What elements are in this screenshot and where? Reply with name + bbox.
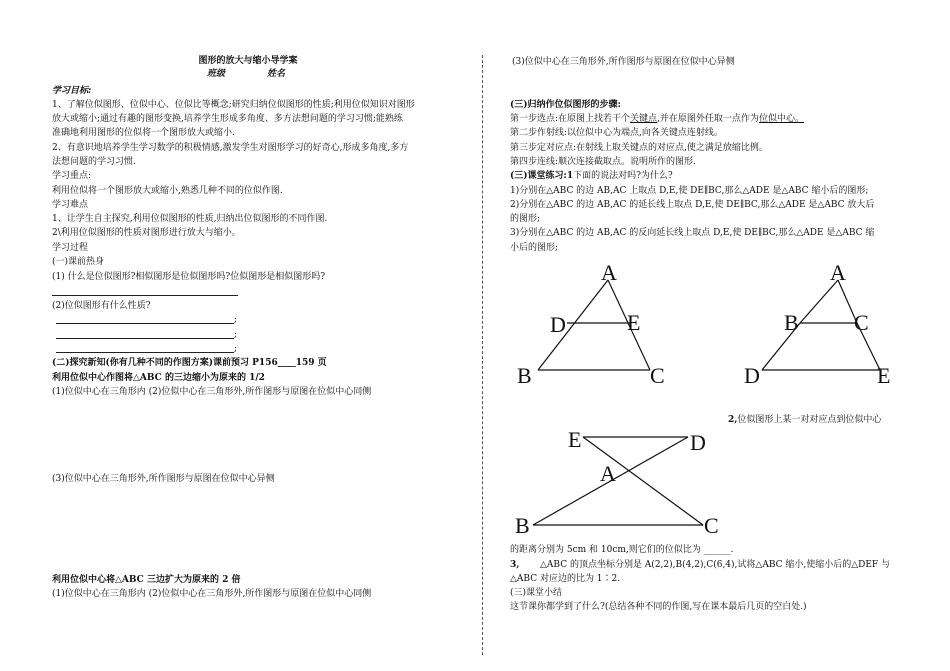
practice-3-line1: 3)分别在△ABC 的边 AB,AC 的反向延长线上取点 D,E,使 DE∥BC,那么△ADE 是△ABC 缩 (510, 228, 875, 238)
triangle-figure-1 (505, 258, 705, 388)
step1-center: 位似中心。 (758, 114, 804, 124)
step1-mid: ,并在原图外任取一点作为 (657, 114, 759, 124)
label-a: A (830, 260, 846, 285)
practice-3-line2: 小后的图形; (510, 243, 559, 253)
key-text: 利用位似将一个图形放大或缩小,熟悉几种不同的位似作图. (52, 186, 283, 196)
practice-1: 1)分别在△ABC 的边 AB,AC 上取点 D,E,使 DE∥BC,那么△ADE 是△ABC 缩小后的图形; (510, 186, 869, 196)
column-divider (482, 55, 483, 655)
step1 (510, 114, 804, 125)
answer-line (52, 295, 238, 296)
label-e: E (627, 310, 641, 335)
label-d: D (690, 430, 706, 455)
section2-heading: (二)探究新知(你有几种不同的作图方案)课前预习 P156____159 页 (52, 358, 327, 368)
key-heading: 学习重点: (52, 171, 92, 181)
enlarge-heading: 利用位似中心将△ABC 三边扩大为原来的 2 倍 (52, 575, 241, 585)
label-a: A (600, 461, 616, 486)
warmup-q1: (1) 什么是位似图形?相似图形是位似图形吗?位似图形是相似图形吗? (52, 272, 326, 282)
enlarge-items: (1)位似中心在三角形内 (2)位似中心在三角形外,所作图形与原图在位似中心同侧 (52, 589, 372, 599)
semicolon: ; (234, 330, 238, 340)
question2-number: 2, (728, 415, 738, 425)
segment-ab (538, 280, 608, 370)
question2 (728, 415, 881, 426)
steps-heading: (三)归纳作位似图形的步骤: (510, 100, 621, 110)
label-c: C (704, 513, 719, 538)
class-label: 班级 (207, 69, 226, 79)
label-a: A (601, 260, 617, 285)
label-d: D (744, 363, 760, 388)
question2-continued: 的距离分别为 5cm 和 10cm,则它们的位似比为 ______. (510, 545, 734, 555)
practice-2-line2: 的图形; (510, 214, 541, 224)
goal2-line2: 法想问题的学习习惯. (52, 157, 136, 167)
practice-2-line1: 2)分别在△ABC 的边 AB,AC 的延长线上取点 D,E,使 DE∥BC,那么△ADE 是△ABC 放大后 (510, 200, 875, 210)
right-item3: (3)位似中心在三角形外,所作图形与原图在位似中心异侧 (512, 57, 735, 67)
answer-line (56, 338, 234, 339)
question3-number: 3, (510, 560, 520, 570)
step4: 第四步连线:顺次连接截取点。说明所作的图形. (510, 157, 696, 167)
question3-line1: △ABC 的顶点坐标分别是 A(2,2),B(4,2),C(6,4),试将△ABC 缩小,使缩小后的△DEF 与 (540, 560, 891, 570)
shrink-items: (1)位似中心在三角形内 (2)位似中心在三角形外,所作图形与原图在位似中心同侧 (52, 387, 372, 397)
answer-line (56, 352, 234, 353)
semicolon: ; (234, 344, 238, 354)
goal1-line3: 准确地利用图形的位似将一个图形放大或缩小. (52, 128, 235, 138)
semicolon: ; (234, 315, 238, 325)
step3: 第三步定对应点:在射线上取关键点的对应点,使之满足放缩比例。 (510, 143, 768, 153)
warmup-heading: (一)课前热身 (52, 257, 105, 267)
practice-question: 下面的说法对吗?为什么? (573, 171, 673, 181)
segment-ab (800, 280, 838, 323)
difficulty-1: 1、让学生自主探究,利用位似图形的性质,归纳出位似图形的不同作图. (52, 214, 328, 224)
answer-line (56, 323, 234, 324)
goal1-line2: 放大或缩小;通过有趣的图形变换,培养学生形成多角度、多方法想问题的学习习惯;能熟练 (52, 114, 403, 124)
label-b: B (517, 363, 532, 388)
shrink-item3: (3)位似中心在三角形外,所作图形与原图在位似中心异侧 (52, 474, 275, 484)
question3-line2: △ABC 对应边的比为 1∶2. (510, 574, 621, 584)
goal2-line1: 2、有意识地培养学生学习数学的积极情感,激发学生对图形学习的好奇心,形成多角度,多方 (52, 143, 409, 153)
practice-heading: (三)课堂练习:1 (510, 171, 574, 181)
practice-line (510, 171, 673, 182)
page-title: 图形的放大与缩小导学案 (198, 56, 298, 66)
step2: 第二步作射线:以位似中心为端点,向各关键点连射线。 (510, 128, 723, 138)
label-d: D (550, 312, 566, 337)
triangle-figure-3 (510, 425, 730, 545)
goal1-line1: 1、了解位似图形、位似中心、位似比等概念;研究归纳位似图形的性质;利用位似知识对图形 (52, 100, 415, 110)
difficulty-heading: 学习难点 (52, 200, 89, 210)
shrink-heading: 利用位似中心作图将△ABC 的三边缩小为原来的 1/2 (52, 373, 265, 383)
warmup-q2: (2)位似图形有什么性质? (52, 301, 151, 311)
name-label: 姓名 (267, 69, 286, 79)
label-c: C (650, 363, 665, 388)
triangle-figure-2 (740, 258, 910, 388)
question2-text: 位似图形上某一对对应点到位似中心 (737, 415, 882, 425)
step1-keypoint: 关键点 (630, 114, 658, 124)
difficulty-2: 2\利用位似图形的性质对图形进行放大与缩小。 (52, 228, 241, 238)
step1-pre: 第一步选点:在原图上找若干个 (510, 114, 631, 124)
label-b: B (784, 310, 799, 335)
summary-question: 这节课你都学到了什么?(总结各种不同的作图,写在课本最后几页的空白处.) (510, 602, 807, 612)
label-c: C (854, 310, 869, 335)
process-heading: 学习过程 (52, 243, 89, 253)
label-e: E (877, 363, 891, 388)
label-b: B (515, 513, 530, 538)
label-e: E (568, 427, 582, 452)
summary-heading: (三)课堂小结 (510, 588, 563, 598)
goals-heading: 学习目标: (52, 86, 92, 96)
